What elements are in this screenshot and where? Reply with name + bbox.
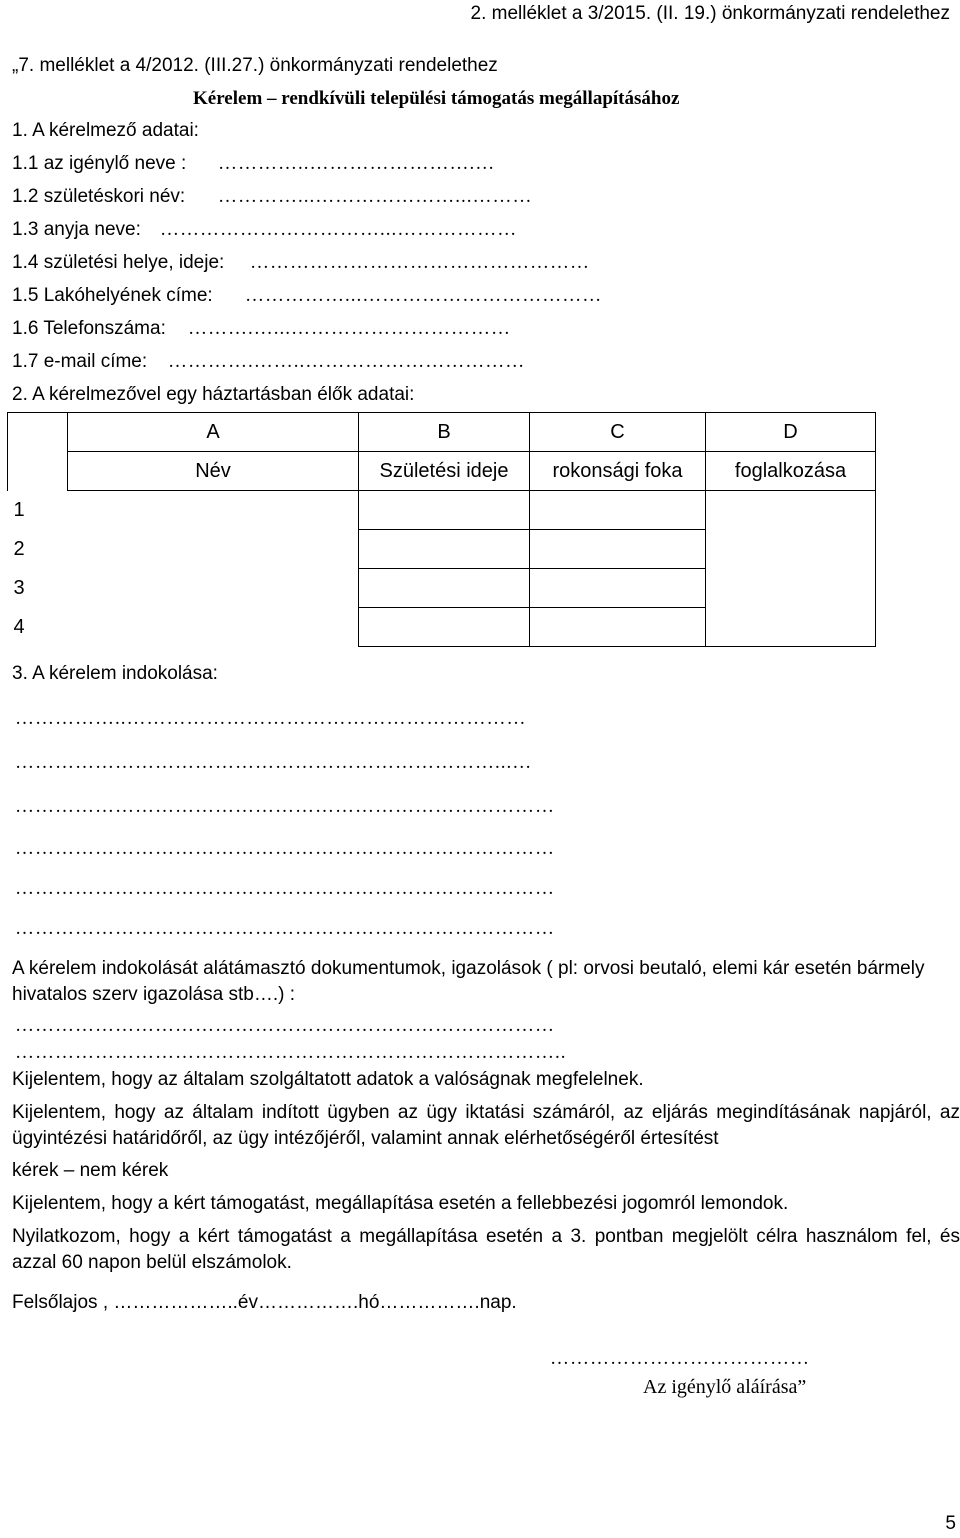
field-label-email: 1.7 e-mail címe: [12, 351, 148, 372]
signature-line[interactable]: ………………………………… [550, 1348, 810, 1369]
supporting-documents-line-1[interactable]: ……………………………………………………………………… [15, 1015, 555, 1036]
justification-line-1[interactable]: ……………..…………………………………………………… [15, 708, 527, 729]
field-label-mother-name: 1.3 anyja neve: [12, 219, 141, 240]
row-number-1: 1 [13, 498, 25, 521]
table-cell-1d[interactable] [706, 491, 876, 530]
field-line-birth-place-date[interactable]: …………………………………………… [250, 252, 590, 273]
annex-reference: 2. melléklet a 3/2015. (II. 19.) önkormányzati rendelethez [470, 3, 950, 24]
table-cell-2d[interactable] [706, 530, 876, 569]
table-corner [8, 413, 68, 452]
table-cell-3d[interactable] [706, 569, 876, 608]
col-letter-b: B [359, 413, 530, 452]
justification-line-2[interactable]: ………………………………………………………………...… [15, 752, 533, 773]
justification-line-4[interactable]: ……………………………………………………………………… [15, 838, 555, 859]
field-line-birth-name[interactable]: …………...…………………...……… [218, 186, 533, 207]
table-cell-4c[interactable] [530, 608, 706, 647]
col-letter-d: D [706, 413, 876, 452]
col-header-birth-date: Születési ideje [359, 452, 530, 491]
row-number-2: 2 [13, 537, 25, 560]
declaration-appeal-waiver: Kijelentem, hogy a kért támogatást, megállapítása esetén a fellebbezési jogomról lemondok. [12, 1193, 789, 1214]
table-corner-2 [8, 452, 68, 491]
col-header-name: Név [68, 452, 359, 491]
field-line-phone[interactable]: ……….…...…………………………… [188, 318, 511, 339]
table-cell-1a[interactable] [68, 491, 359, 530]
declaration-notification: Kijelentem, hogy az általam indított ügyben az ügy iktatási számáról, az eljárás megindításának napjáról, az ügyintézési határidőről, az ügy intézőjéről, valamint annak elérhetőségéről értesítést [12, 1102, 960, 1149]
table-cell-2c[interactable] [530, 530, 706, 569]
table-cell-4b[interactable] [359, 608, 530, 647]
justification-line-5[interactable]: ……………………………………………………………………… [15, 878, 555, 899]
signature-label: Az igénylő aláírása” [643, 1376, 807, 1398]
table-cell-3b[interactable] [359, 569, 530, 608]
table-cell-1c[interactable] [530, 491, 706, 530]
justification-line-3[interactable]: ……………………………………………………………………… [15, 796, 555, 817]
table-cell-4d[interactable] [706, 608, 876, 647]
col-header-relationship: rokonsági foka [530, 452, 706, 491]
form-title: Kérelem – rendkívüli települési támogatás megállapításához [193, 88, 680, 109]
col-letter-a: A [68, 413, 359, 452]
table-cell-2a[interactable] [68, 530, 359, 569]
section2-heading: 2. A kérelmezővel egy háztartásban élők adatai: [12, 384, 415, 405]
field-label-birth-place-date: 1.4 születési helye, ideje: [12, 252, 225, 273]
field-line-email[interactable]: ………….……..…………………………… [168, 351, 526, 372]
table-cell-2b[interactable] [359, 530, 530, 569]
field-line-name[interactable]: …………..…………………….… [218, 153, 496, 174]
row-number-4: 4 [13, 615, 25, 638]
field-label-name: 1.1 az igénylő neve : [12, 153, 187, 174]
table-cell-4a[interactable] [68, 608, 359, 647]
notification-choice[interactable]: kérek – nem kérek [12, 1160, 169, 1181]
col-header-occupation: foglalkozása [706, 452, 876, 491]
row-number-3: 3 [13, 576, 25, 599]
section3-heading: 3. A kérelem indokolása: [12, 663, 218, 684]
supporting-documents-line-2[interactable]: ……………………………………………………………………….. [15, 1042, 567, 1063]
section1-heading: 1. A kérelmező adatai: [12, 120, 199, 141]
table-cell-3a[interactable] [68, 569, 359, 608]
col-letter-c: C [530, 413, 706, 452]
declaration-use-of-support: Nyilatkozom, hogy a kért támogatást a megállapítása esetén a 3. pontban megjelölt célra használom fel, és azzal 60 napon belül elszámolok. [12, 1226, 960, 1273]
justification-line-6[interactable]: ……………………………………………………………………… [15, 918, 555, 939]
field-label-phone: 1.6 Telefonszáma: [12, 318, 166, 339]
table-cell-3c[interactable] [530, 569, 706, 608]
supporting-documents-text: A kérelem indokolását alátámasztó dokumentumok, igazolások ( pl: orvosi beutaló, elemi kár esetén bármely hivatalos szerv igazolása stb….) : [12, 958, 925, 1005]
field-line-address[interactable]: ……………...……………………………… [245, 285, 603, 306]
table-cell-1b[interactable] [359, 491, 530, 530]
previous-annex-reference: „7. melléklet a 4/2012. (III.27.) önkormányzati rendelethez [12, 55, 498, 76]
place-date-line[interactable]: Felsőlajos , ………………..év…………….hó…………….nap. [12, 1292, 517, 1313]
household-table [7, 412, 876, 647]
field-label-address: 1.5 Lakóhelyének címe: [12, 285, 213, 306]
page-number: 5 [945, 1513, 956, 1534]
field-line-mother-name[interactable]: ……………………………...……………… [160, 219, 518, 240]
declaration-data-truth: Kijelentem, hogy az általam szolgáltatott adatok a valóságnak megfelelnek. [12, 1069, 644, 1090]
field-label-birth-name: 1.2 születéskori név: [12, 186, 186, 207]
